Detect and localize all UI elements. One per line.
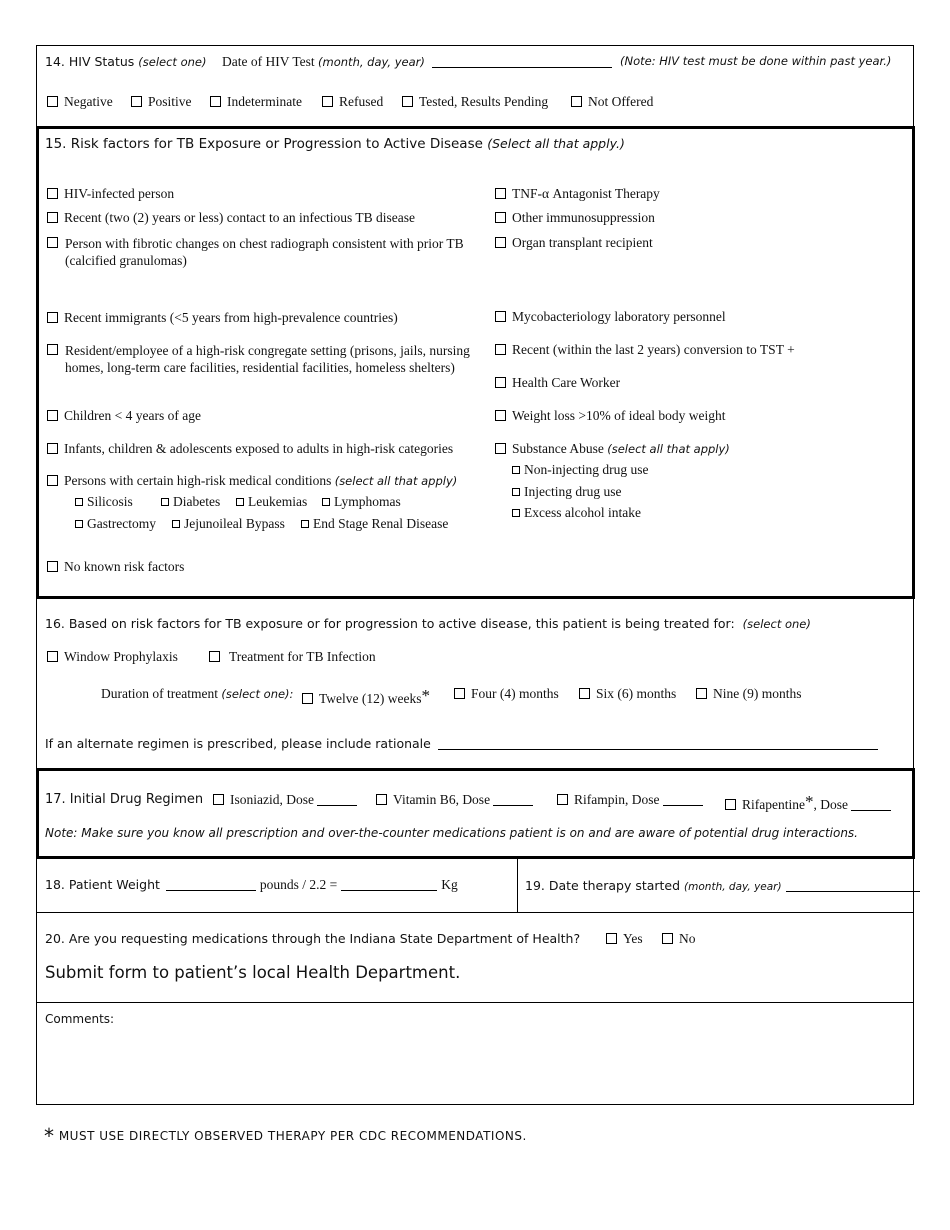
risk-tst-conversion[interactable] [495, 342, 795, 358]
q17-section [36, 768, 915, 859]
treat-tb-infection[interactable] [209, 649, 376, 665]
checkbox[interactable] [47, 237, 58, 248]
select-hint: (select all that apply) [334, 474, 458, 488]
checkbox[interactable] [376, 794, 387, 805]
risk-substance-abuse[interactable] [495, 441, 730, 457]
option-label: Infants, children & adolescents exposed to adults in high-risk categories [64, 441, 454, 456]
q14-date-row [222, 54, 612, 70]
checkbox[interactable] [47, 344, 58, 355]
hiv-option-indeterminate[interactable] [210, 94, 302, 110]
option-label: Six (6) months [596, 686, 677, 701]
condition-jejunoileal[interactable] [172, 516, 285, 532]
checkbox[interactable] [495, 443, 506, 454]
risk-congregate[interactable] [47, 342, 477, 376]
duration-nine-months[interactable] [696, 686, 802, 702]
checkbox[interactable] [75, 498, 83, 506]
option-label: Rifampin, Dose [574, 792, 660, 807]
comments-label: Comments: [45, 1012, 115, 1026]
dose-field[interactable] [663, 793, 703, 806]
q19-label: 19. Date therapy started [525, 878, 681, 893]
hiv-test-note: (Note: HIV test must be done within past year.) [620, 54, 892, 68]
option-label: Vitamin B6, Dose [393, 792, 491, 807]
risk-health-care-worker[interactable] [495, 375, 620, 391]
q20-label: 20. Are you requesting medications through the Indiana State Department of Health? [45, 931, 581, 946]
checkbox[interactable] [512, 509, 520, 517]
option-label: Resident/employee of a high-risk congregate setting (prisons, jails, nursing homes, long-term care facilities, residential facilities, homeless shelters) [65, 343, 470, 375]
checkbox[interactable] [47, 212, 58, 223]
option-label: Organ transplant recipient [512, 235, 653, 250]
hiv-test-date-format: (month, day, year) [318, 55, 425, 69]
option-label: Yes [623, 931, 643, 946]
option-label: Gastrectomy [87, 516, 156, 531]
checkbox[interactable] [512, 466, 520, 474]
risk-children[interactable] [47, 408, 201, 424]
option-label: TNF-α Antagonist Therapy [512, 186, 660, 201]
option-label: Tested, Results Pending [419, 94, 549, 109]
option-label: Jejunoileal Bypass [184, 516, 285, 531]
checkbox[interactable] [322, 96, 333, 107]
hiv-option-pending[interactable] [402, 94, 548, 110]
checkbox[interactable] [47, 96, 58, 107]
option-label: Substance Abuse [512, 441, 604, 456]
q18-label: 18. Patient Weight [45, 877, 160, 892]
treat-window-prophylaxis[interactable] [47, 649, 178, 665]
option-label: Other immunosuppression [512, 210, 655, 225]
checkbox[interactable] [302, 693, 313, 704]
hiv-option-negative[interactable] [47, 94, 113, 110]
option-label: Injecting drug use [524, 484, 622, 499]
checkbox[interactable] [75, 520, 83, 528]
option-label: Silicosis [87, 494, 133, 509]
checkbox[interactable] [47, 475, 58, 486]
alternate-regimen-field[interactable] [438, 737, 878, 750]
option-label: Non-injecting drug use [524, 462, 649, 477]
option-label: Isoniazid, Dose [230, 792, 314, 807]
checkbox[interactable] [512, 488, 520, 496]
checkbox[interactable] [454, 688, 465, 699]
drug-vitamin-b6[interactable] [376, 792, 533, 808]
dose-field[interactable] [851, 798, 891, 811]
pounds-label: pounds / 2.2 = [259, 877, 338, 892]
dot-asterisk: * [804, 792, 814, 811]
condition-diabetes[interactable] [161, 494, 220, 510]
option-label: Four (4) months [471, 686, 559, 701]
hiv-option-not-offered[interactable] [571, 94, 653, 110]
kg-label: Kg [441, 877, 458, 892]
duration-select-hint: (select one): [221, 687, 294, 701]
risk-myco-lab[interactable] [495, 309, 726, 325]
q17-label: 17. Initial Drug Regimen [45, 792, 204, 807]
therapy-start-date-field[interactable] [786, 879, 920, 892]
option-label: Excess alcohol intake [524, 505, 641, 520]
risk-fibrotic[interactable] [47, 235, 467, 269]
option-label: Negative [64, 94, 113, 109]
select-hint: (select all that apply) [607, 442, 730, 456]
duration-twelve-weeks[interactable] [302, 686, 430, 707]
drug-rifapentine[interactable] [725, 792, 891, 813]
option-label: Positive [148, 94, 192, 109]
q20-no[interactable] [662, 931, 696, 947]
option-label: No [679, 931, 696, 946]
option-label: Recent immigrants (<5 years from high-prevalence countries) [64, 310, 398, 325]
checkbox[interactable] [47, 188, 58, 199]
dose-field[interactable] [317, 793, 357, 806]
option-label: Lymphomas [334, 494, 401, 509]
checkbox[interactable] [571, 96, 582, 107]
divider [517, 859, 518, 912]
footer-note [44, 1124, 527, 1148]
risk-recent-contact[interactable] [47, 210, 415, 226]
checkbox[interactable] [47, 443, 58, 454]
q15-header [45, 136, 625, 152]
option-label: End Stage Renal Disease [313, 516, 449, 531]
duration-label: Duration of treatment [101, 686, 218, 701]
option-label: Person with fibrotic changes on chest radiograph consistent with prior TB (calcified granulomas) [65, 236, 464, 268]
substance-alcohol[interactable] [512, 505, 641, 521]
weight-pounds-field[interactable] [166, 878, 256, 891]
option-label: Indeterminate [227, 94, 302, 109]
dose-field[interactable] [493, 793, 533, 806]
checkbox[interactable] [495, 188, 506, 199]
condition-leukemias[interactable] [236, 494, 307, 510]
option-label: Window Prophylaxis [64, 649, 178, 664]
checkbox[interactable] [161, 498, 169, 506]
risk-medical-conditions[interactable] [47, 473, 457, 489]
q18-row [45, 877, 458, 893]
option-label: Diabetes [173, 494, 221, 509]
option-label: Mycobacteriology laboratory personnel [512, 309, 726, 324]
divider [36, 1002, 914, 1003]
condition-gastrectomy[interactable] [75, 516, 156, 532]
checkbox[interactable] [322, 498, 330, 506]
footer-text: MUST USE DIRECTLY OBSERVED THERAPY PER CDC RECOMMENDATIONS. [58, 1129, 527, 1143]
option-label: Nine (9) months [713, 686, 802, 701]
checkbox[interactable] [495, 377, 506, 388]
condition-renal[interactable] [301, 516, 448, 532]
risk-immigrants[interactable] [47, 310, 398, 326]
q20-yes[interactable] [606, 931, 643, 947]
submit-instruction: Submit form to patient’s local Health Department. [45, 963, 461, 982]
checkbox[interactable] [495, 212, 506, 223]
q14-label: 14. HIV Status [45, 54, 135, 69]
checkbox[interactable] [47, 410, 58, 421]
checkbox[interactable] [557, 794, 568, 805]
checkbox[interactable] [579, 688, 590, 699]
duration-label-row [101, 686, 293, 702]
hiv-test-date-label: Date of HIV Test [222, 54, 315, 69]
checkbox[interactable] [172, 520, 180, 528]
q14-select-hint: (select one) [138, 55, 207, 69]
checkbox[interactable] [301, 520, 309, 528]
risk-tnf[interactable] [495, 186, 660, 202]
checkbox[interactable] [495, 237, 506, 248]
checkbox[interactable] [696, 688, 707, 699]
substance-non-injecting[interactable] [512, 462, 648, 478]
duration-six-months[interactable] [579, 686, 676, 702]
checkbox[interactable] [725, 799, 736, 810]
option-label: Treatment for TB Infection [229, 649, 376, 664]
q15-label: 15. Risk factors for TB Exposure or Progression to Active Disease [45, 136, 483, 152]
option-label: Weight loss >10% of ideal body weight [512, 408, 726, 423]
option-label: No known risk factors [64, 559, 185, 574]
q16-select-hint: (select one) [742, 617, 811, 631]
option-label: Refused [339, 94, 384, 109]
checkbox[interactable] [213, 794, 224, 805]
checkbox[interactable] [209, 651, 220, 662]
weight-kg-field[interactable] [341, 878, 437, 891]
q16-label: 16. Based on risk factors for TB exposure or for progression to active disease, this patient is being treated for: [45, 616, 735, 631]
q14-label-row [45, 54, 206, 69]
checkbox[interactable] [47, 561, 58, 572]
option-label: Recent (two (2) years or less) contact to an infectious TB disease [64, 210, 416, 225]
comments-field[interactable] [45, 1032, 905, 1098]
drug-rifampin[interactable] [557, 792, 703, 808]
checkbox[interactable] [495, 311, 506, 322]
risk-hiv[interactable] [47, 186, 174, 202]
checkbox[interactable] [131, 96, 142, 107]
option-label: Twelve (12) weeks [319, 691, 422, 706]
checkbox[interactable] [662, 933, 673, 944]
risk-weight-loss[interactable] [495, 408, 726, 424]
q15-select-hint: (Select all that apply.) [487, 136, 625, 151]
option-label: HIV-infected person [64, 186, 175, 201]
option-label: Rifapentine [742, 797, 805, 812]
option-label: Not Offered [588, 94, 654, 109]
option-label: Recent (within the last 2 years) conversion to TST + [512, 342, 795, 357]
condition-lymphomas[interactable] [322, 494, 401, 510]
drug-isoniazid[interactable] [213, 792, 357, 808]
hiv-option-refused[interactable] [322, 94, 383, 110]
checkbox[interactable] [495, 410, 506, 421]
dot-asterisk: * [421, 686, 431, 705]
dose-label: , Dose [813, 797, 848, 812]
checkbox[interactable] [210, 96, 221, 107]
substance-injecting[interactable] [512, 484, 621, 500]
risk-immunosuppression[interactable] [495, 210, 655, 226]
q19-row [525, 878, 920, 893]
divider [36, 912, 914, 913]
checkbox[interactable] [402, 96, 413, 107]
checkbox[interactable] [47, 651, 58, 662]
checkbox[interactable] [495, 344, 506, 355]
hiv-test-date-field[interactable] [432, 55, 612, 68]
alternate-regimen-row [45, 736, 878, 751]
q19-format: (month, day, year) [684, 881, 782, 893]
q16-header [45, 616, 811, 631]
risk-infants[interactable] [47, 441, 453, 457]
option-label: Leukemias [248, 494, 308, 509]
checkbox[interactable] [47, 312, 58, 323]
alternate-regimen-label: If an alternate regimen is prescribed, please include rationale [45, 736, 431, 751]
duration-four-months[interactable] [454, 686, 559, 702]
checkbox[interactable] [606, 933, 617, 944]
risk-organ-transplant[interactable] [495, 235, 653, 251]
hiv-option-positive[interactable] [131, 94, 192, 110]
risk-none[interactable] [47, 559, 184, 575]
condition-silicosis[interactable] [75, 494, 133, 510]
checkbox[interactable] [236, 498, 244, 506]
asterisk-icon: * [44, 1124, 55, 1148]
option-label: Children < 4 years of age [64, 408, 201, 423]
option-label: Persons with certain high-risk medical conditions [64, 473, 332, 488]
drug-interaction-note: Note: Make sure you know all prescription and over-the-counter medications patient is on and are aware of potential drug interactions. [45, 826, 858, 840]
option-label: Health Care Worker [512, 375, 621, 390]
